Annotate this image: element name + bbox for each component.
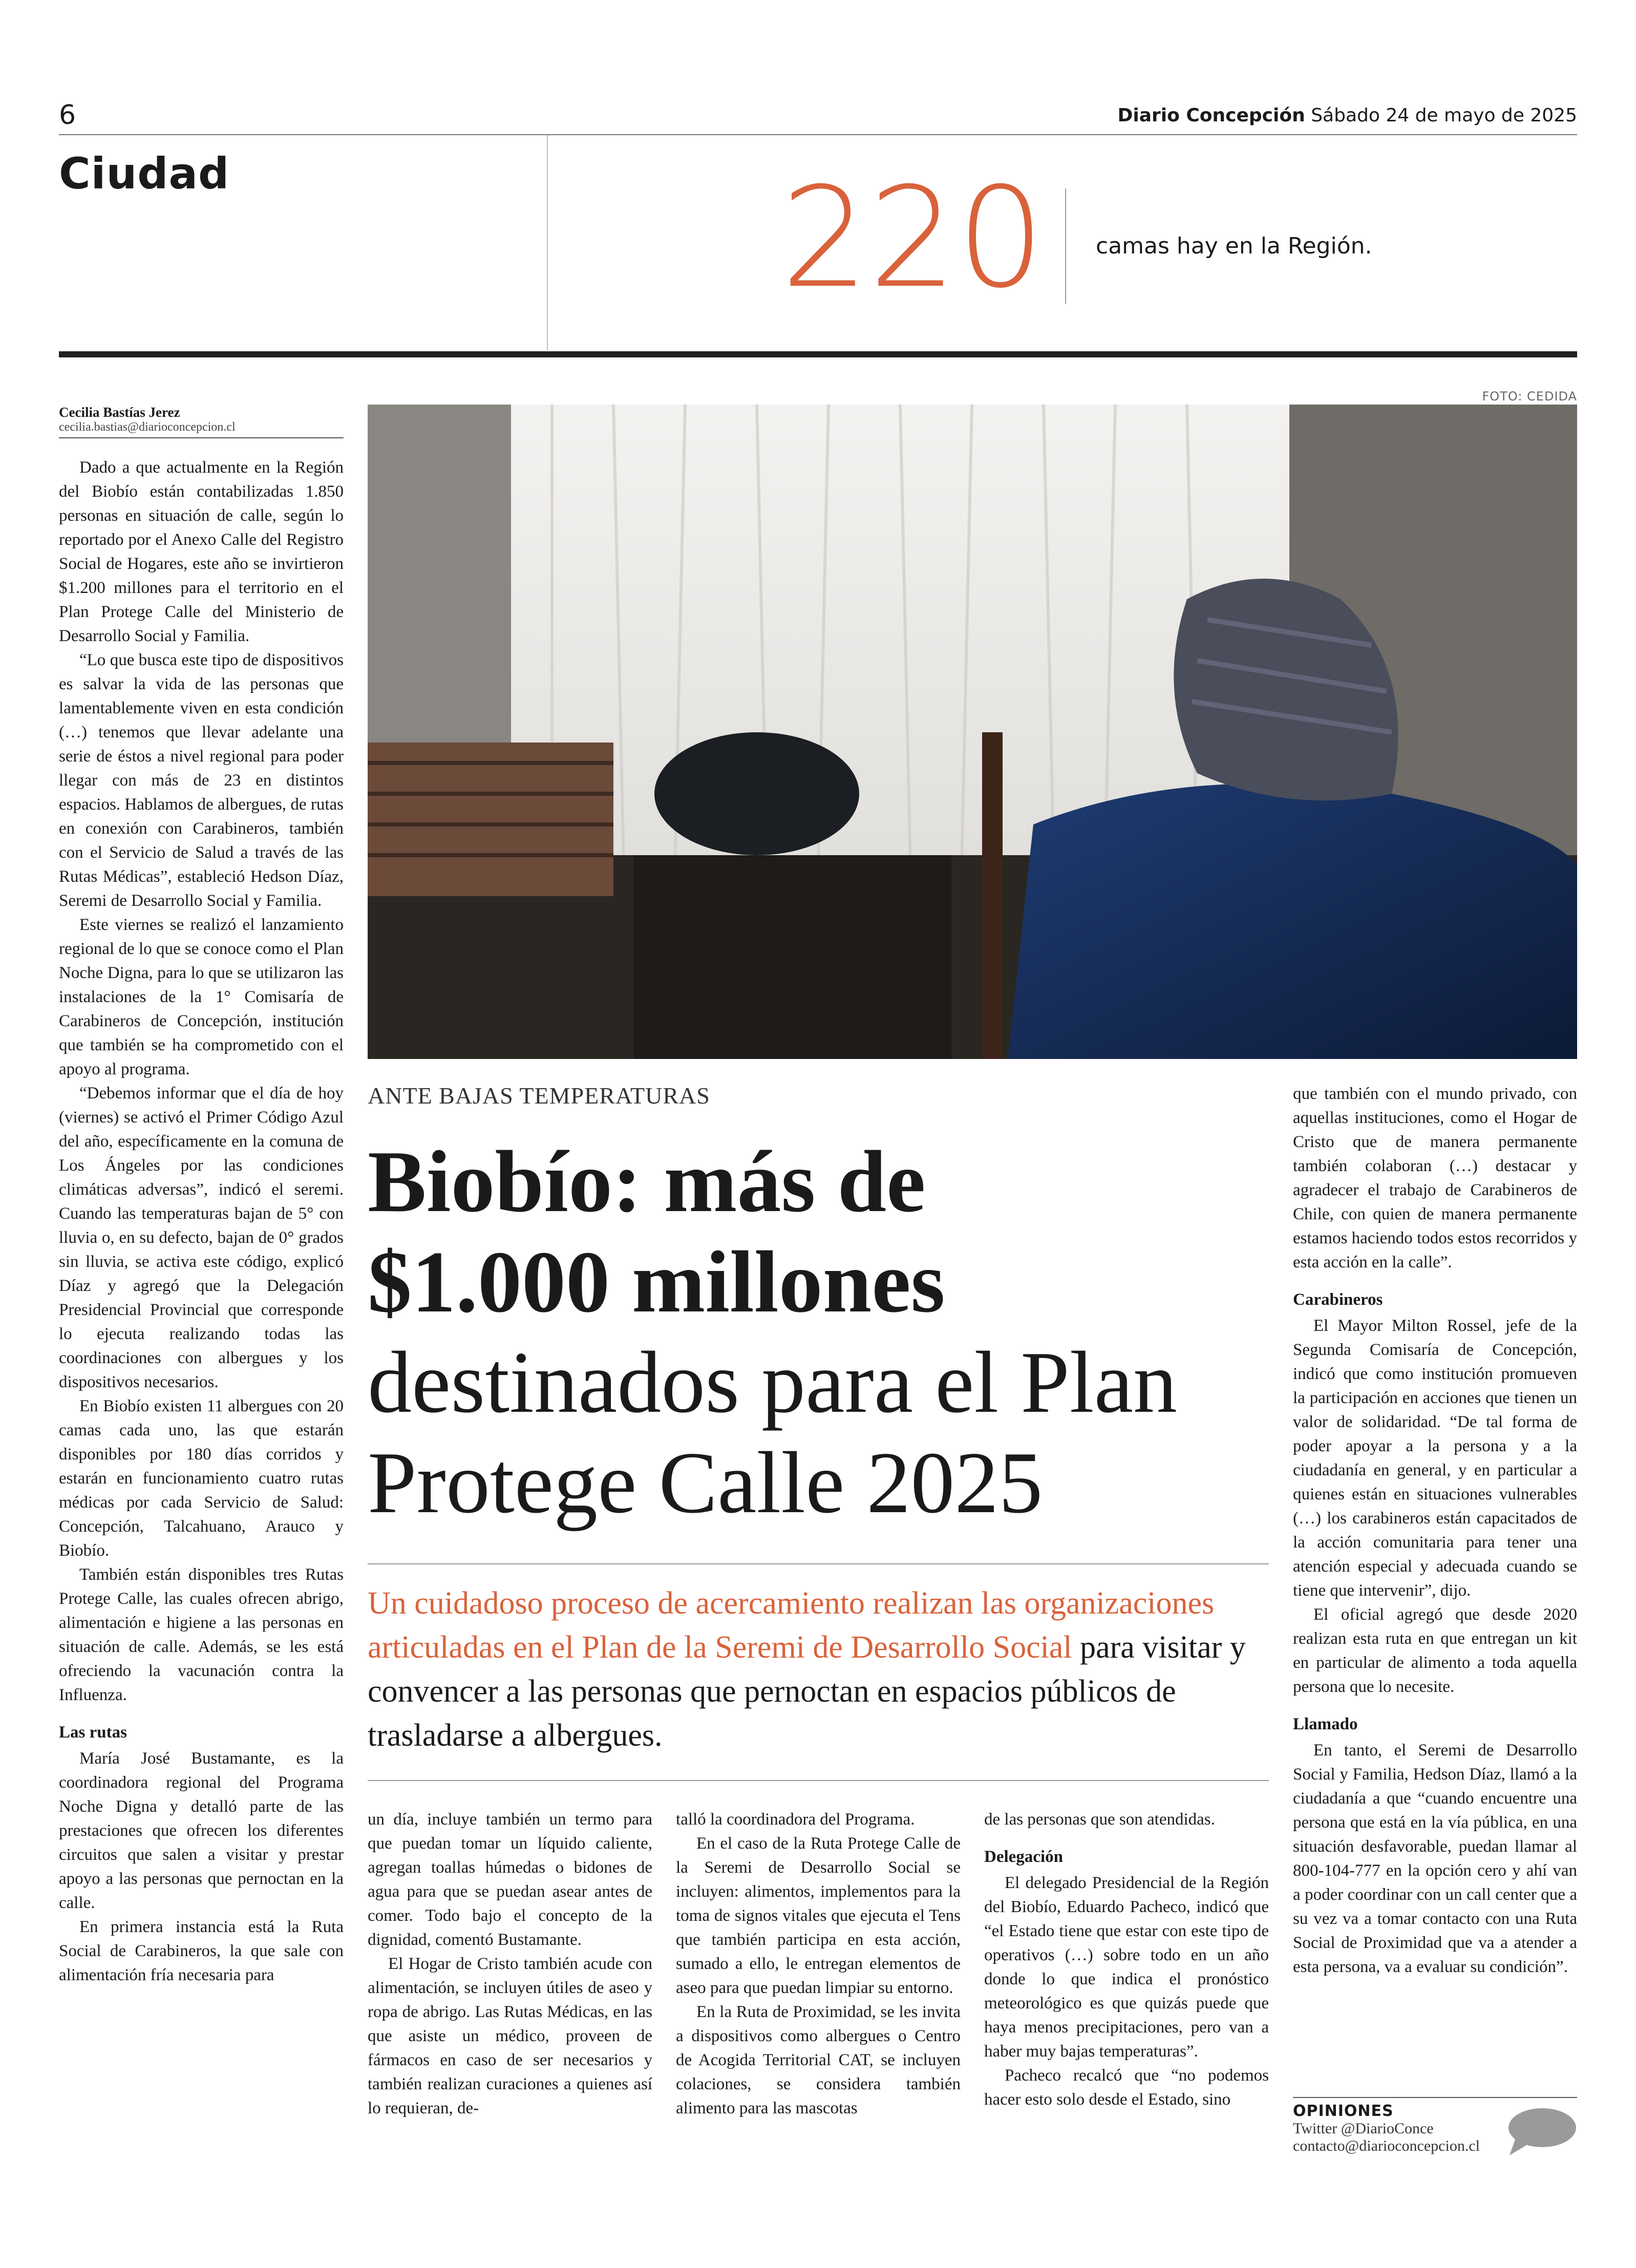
- deck-highlight: Un cuidadoso proceso de acercamiento realizan las organizaciones articuladas en el Plan de la Seremi de Desarrollo Social: [368, 1586, 1215, 1665]
- masthead-info: [1118, 105, 1578, 126]
- section-title: Ciudad: [59, 149, 230, 199]
- opinions-email[interactable]: contacto@diarioconcepcion.cl: [1293, 2137, 1480, 2154]
- headline-line-1: Biobío: más de: [368, 1133, 926, 1231]
- subhead-llamado: Llamado: [1293, 1715, 1358, 1733]
- deck-bottom-rule: [368, 1780, 1269, 1781]
- col2-paragraph: El Hogar de Cristo también acude con alimentación, se incluyen útiles de aseo y ropa de abrigo. Las Rutas Médicas, en las que asiste un médico, proveen de fármacos en caso de ser necesarios y también realizan curaciones a quienes así lo requieran, de-: [368, 1955, 652, 2117]
- col1-paragraph: María José Bustamante, es la coordinadora regional del Programa Noche Digna y detalló parte de las prestaciones que ofrecen los diferentes circuitos que salen a visitar y prestar apoyo a las personas que pernoctan en la calle.: [59, 1749, 344, 1912]
- opinions-title: OPINIONES: [1293, 2102, 1394, 2120]
- deck: [368, 1581, 1269, 1757]
- col5-paragraph: El Mayor Milton Rossel, jefe de la Segunda Comisaría de Concepción, indicó que como institución promueven la participación en acciones que tienen un valor de solidaridad. “De tal forma de poder apoyar a la persona y a la ciudadanía en general, y en particular a quienes están en situaciones vulnerables (…) los carabineros están capacitados de la acción comunitaria para tener una atención especial y adecuada cuando se tiene que intervenir”, dijo.: [1293, 1317, 1577, 1600]
- col5-paragraph: El oficial agregó que desde 2020 realizan esta ruta en que entregan un kit en particular de alimento a toda aquella persona que lo necesite.: [1293, 1605, 1577, 1696]
- speech-bubble-icon: [1505, 2106, 1577, 2157]
- byline: [59, 405, 344, 438]
- headline-line-2: $1.000 millones: [368, 1234, 945, 1331]
- col1-paragraph: En Biobío existen 11 albergues con 20 camas cada uno, las que estarán disponibles por 180 días corridos y estarán en funcionamiento cuatro rutas médicas por cada Servicio de Salud: Concepción, Talcahuano, Arauco y Biobío.: [59, 1397, 344, 1560]
- col3-paragraph: En la Ruta de Proximidad, se les invita a dispositivos como albergues o Centro de Acogida Territorial CAT, se incluyen colaciones, se considera también alimento para las mascotas: [676, 2003, 961, 2117]
- article-photo: [368, 405, 1577, 1059]
- col3-paragraph: talló la coordinadora del Programa.: [676, 1810, 915, 1829]
- column-3: [676, 1808, 961, 2121]
- col1-paragraph: “Debemos informar que el día de hoy (viernes) se activó el Primer Código Azul del año, específicamente en la comuna de Los Ángeles por las condiciones climáticas adversas”, indicó el seremi. Cuando las temperaturas bajan de 5° con lluvia o, en su defecto, bajan de 0° grados sin lluvia, se activa este código, explicó Díaz y agregó que la Delegación Presidencial Provincial que corresponde lo ejecuta realizando todas las coordinaciones con albergues y los dispositivos necesarios.: [59, 1084, 344, 1391]
- photo-credit: FOTO: CEDIDA: [1482, 389, 1577, 404]
- col1-paragraph: Dado a que actualmente en la Región del Biobío están contabilizadas 1.850 personas en situación de calle, según lo reportado por el Anexo Calle del Registro Social de Hogares, este año se invirtieron $1.200 millones para el territorio en el Plan Protege Calle del Ministerio de Desarrollo Social y Familia.: [59, 458, 344, 645]
- deck-rest: para visitar y convencer a las personas que pernoctan en espacios públicos de trasladarse a albergues.: [368, 1630, 1246, 1753]
- opinions-rule: [1293, 2097, 1577, 2098]
- subhead-carabineros: Carabineros: [1293, 1290, 1383, 1309]
- deck-top-rule: [368, 1563, 1269, 1564]
- header-divider: [547, 135, 548, 350]
- col5-paragraph: que también con el mundo privado, con aquellas instituciones, como el Hogar de Cristo que de manera permanente también colaboran (…) destacar y agradecer el trabajo de Carabineros de Chile, con quien de manera permanente estamos haciendo todos estos recorridos y esta acción en la calle”.: [1293, 1085, 1577, 1271]
- col4-paragraph: de las personas que son atendidas.: [984, 1810, 1215, 1829]
- publication-date: Sábado 24 de mayo de 2025: [1311, 105, 1577, 126]
- col4-paragraph: El delegado Presidencial de la Región del Biobío, Eduardo Pacheco, indicó que “el Estado tiene que estar con este tipo de operativos (…) sobre todo en un año donde lo que indica el pronóstico meteorológico es que quizás puede que haya menos precipitaciones, pero van a haber muy bajas temperaturas”.: [984, 1874, 1269, 2061]
- stat-value: 220: [781, 157, 1045, 319]
- column-4: [984, 1808, 1269, 2112]
- opinions-box: [1293, 2097, 1577, 2155]
- column-5: [1293, 1082, 1577, 1979]
- subhead-delegacion: Delegación: [984, 1848, 1063, 1866]
- header-thick-rule: [59, 351, 1577, 357]
- subhead-las-rutas: Las rutas: [59, 1723, 127, 1742]
- headline-line-4: Protege Calle 2025: [368, 1434, 1043, 1532]
- stat-divider: [1065, 188, 1066, 304]
- publication-name: Diario Concepción: [1117, 105, 1305, 126]
- column-2: [368, 1808, 652, 2121]
- byline-author: Cecilia Bastías Jerez: [59, 405, 180, 420]
- col1-paragraph: “Lo que busca este tipo de dispositivos es salvar la vida de las personas que lamentablemente viven en esta condición (…) tenemos que llevar adelante una serie de éstos a nivel regional para poder llegar con más de 23 en distintos espacios. Hablamos de albergues, de rutas en conexión con Carabineros, también con el Servicio de Salud a través de las Rutas Médicas”, estableció Hedson Díaz, Seremi de Desarrollo Social y Familia.: [59, 651, 344, 910]
- col5-paragraph: En tanto, el Seremi de Desarrollo Social y Familia, Hedson Díaz, llamó a la ciudadanía a que “cuando encuentre una persona que está en la vía pública, en una situación desfavorable, puedan llamar al 800-104-777 en la opción cero y ahí van a poder coordinar con un call center que a su vez va a tomar contacto con una Ruta Social de Proximidad que va a atender a esta persona, va a evaluar su condición”.: [1293, 1741, 1577, 1976]
- page-number: 6: [59, 100, 76, 131]
- col1-paragraph: También están disponibles tres Rutas Protege Calle, las cuales ofrecen abrigo, alimentación e higiene a las personas en situación de calle. Además, se les está ofreciendo la vacunación contra la Influenza.: [59, 1565, 344, 1704]
- col1-paragraph: Este viernes se realizó el lanzamiento regional de lo que se conoce como el Plan Noche Digna, para lo que se utilizaron las instalaciones de la 1° Comisaría de Carabineros de Concepción, institución que también se ha comprometido con el apoyo al programa.: [59, 916, 344, 1078]
- byline-rule: [59, 437, 344, 438]
- opinions-twitter[interactable]: Twitter @DiarioConce: [1293, 2120, 1434, 2137]
- headline-line-3: destinados para el Plan: [368, 1334, 1178, 1431]
- kicker: ANTE BAJAS TEMPERATURAS: [368, 1083, 710, 1109]
- col4-paragraph: Pacheco recalcó que “no podemos hacer esto solo desde el Estado, sino: [984, 2066, 1269, 2109]
- col2-paragraph: un día, incluye también un termo para que puedan tomar un líquido caliente, agregan toallas húmedas o bidones de agua para que se puedan asear antes de comer. Todo bajo el concepto de la dignidad, comentó Bustamante.: [368, 1810, 652, 1949]
- byline-email: cecilia.bastias@diarioconcepcion.cl: [59, 420, 236, 434]
- column-1: [59, 456, 344, 1987]
- col3-paragraph: En el caso de la Ruta Protege Calle de la Seremi de Desarrollo Social se incluyen: alimentos, implementos para la toma de signos vitales que ejecuta el Tens que también participa en esta acción, sumado a ello, le entregan elementos de aseo para que puedan limpiar su entorno.: [676, 1834, 961, 1997]
- photo-illustration: [368, 405, 1577, 1059]
- top-rule: [59, 134, 1577, 135]
- headline: [368, 1132, 1269, 1533]
- col1-paragraph: En primera instancia está la Ruta Social de Carabineros, la que sale con alimentación fría necesaria para: [59, 1918, 344, 1984]
- stat-description: camas hay en la Región.: [1096, 233, 1372, 259]
